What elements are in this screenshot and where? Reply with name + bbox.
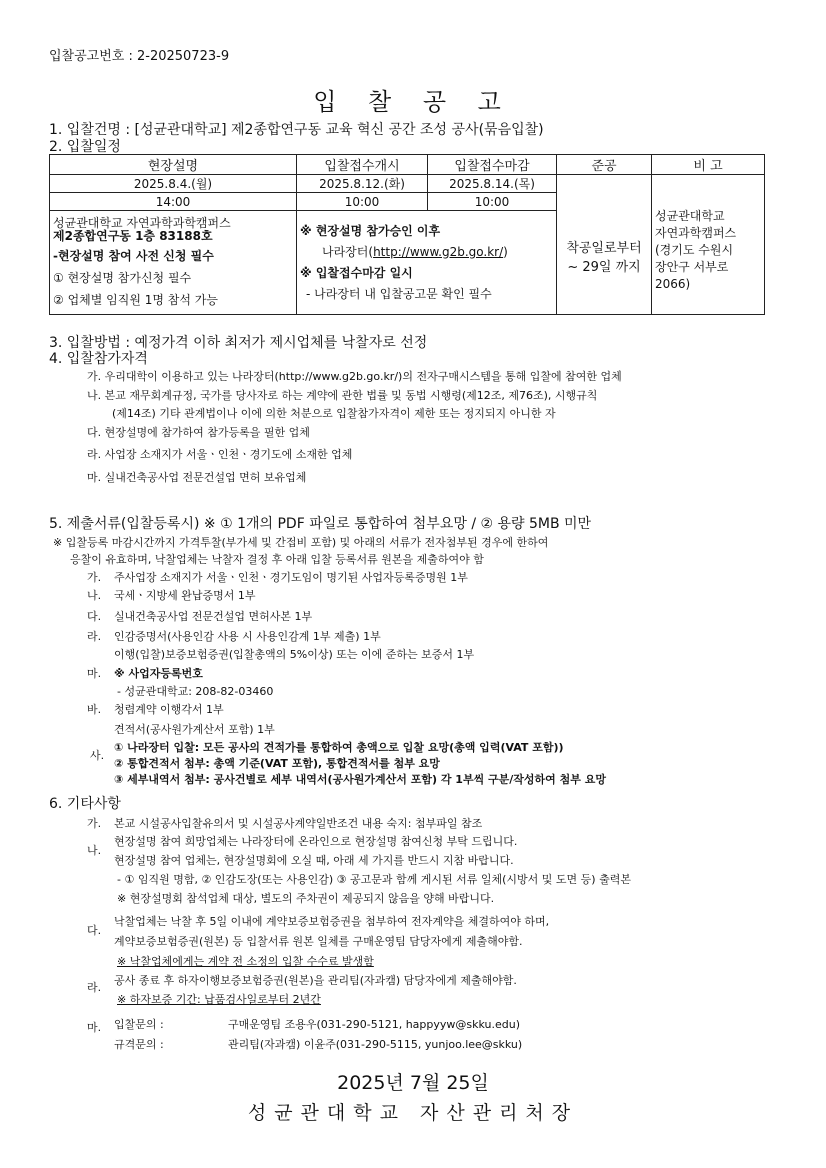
remark-line-3: (경기도 수원시 [655,243,734,257]
spec-contact: 관리팀(자과캠) 이윤주(031-290-5115, yunjoo.lee@skku) [228,1038,523,1051]
s6-item-ra-1: 공사 종료 후 하자이행보증보험증권(원본)을 관리팀(자과캠) 담당자에게 제출해야함. [114,974,517,987]
close-date: 2025.8.14.(목) [428,175,557,193]
s5-item-na: 국세ㆍ지방세 완납증명서 1부 [114,589,256,602]
inquiry-contact: 구매운영팀 조용우(031-290-5121, happyyw@skku.edu) [228,1018,521,1031]
remark-cell [652,175,765,315]
s4-item-na-cont: (제14조) 기타 관계법이나 이에 의한 처분으로 입찰참가자격이 제한 또는 정지되지 아니한 자 [112,407,556,420]
s6-key-ra: 라. [87,981,102,994]
s4-item-na: 나. 본교 재무회계규정, 국가를 당사자로 하는 계약에 관한 법률 및 동법 시행령(제12조, 제76조), 시행규칙 [87,389,598,402]
s5-item-da: 실내건축공사업 전문건설업 면허사본 1부 [114,610,313,623]
s5-key-sa: 사. [90,749,105,762]
remark-line-5: 2066) [655,277,691,291]
schedule-table [49,154,765,315]
s6-item-na-1: 현장설명 참여 희망업체는 나라장터에 온라인으로 현장설명 참여신청 부탁 드립니다. [114,835,518,848]
site-line-2: 제2종합연구동 1층 83188호 [53,229,213,243]
s5-item-ma: ※ 사업자등록번호 [114,667,203,680]
s5-item-ga: 주사업장 소재지가 서울ㆍ인천ㆍ경기도임이 명기된 사업자등록증명원 1부 [114,571,468,584]
col-header-site: 현장설명 [50,155,297,175]
s5-key-ra: 라. [87,630,102,643]
site-line-3: -현장설명 참여 사전 신청 필수 [53,249,214,263]
s5-item-sa-1: 견적서(공사원가계산서 포함) 1부 [114,723,275,736]
s4-item-ga: 가. 우리대학이 이용하고 있는 나라장터(http://www.g2b.go.kr/)의 전자구매시스템을 통해 입찰에 참여한 업체 [87,370,622,383]
s4-item-ra: 라. 사업장 소재지가 서울ㆍ인천ㆍ경기도에 소재한 업체 [87,448,353,461]
s6-item-da-2: 계약보증보험증권(원본) 등 입찰서류 원본 일체를 구매운영팀 담당자에게 제출해야함. [114,935,523,948]
col-header-remark: 비 고 [652,155,765,175]
section-2-heading: 2. 입찰일정 [49,139,121,155]
section-3-text-b: 를 낙찰자로 선정 [323,335,428,351]
s6-key-ga: 가. [87,817,102,830]
remark-line-1: 성균관대학교 [655,209,725,223]
s6-key-da: 다. [87,924,102,937]
mid-line-2-suffix: ) [503,244,508,259]
completion-line-2: ~ 29일 까지 [567,259,641,275]
submission-notes-cell [297,211,557,315]
s6-item-na-3: - ① 임직원 명함, ② 인감도장(또는 사용인감) ③ 공고문과 함께 게시된 서류 일체(시방서 및 도면 등) 출력본 [117,873,631,886]
s6-item-na-2: 현장설명 참여 업체는, 현장설명회에 오실 때, 아래 세 가지를 반드시 지참 바랍니다. [114,854,514,867]
mid-line-3: ※ 입찰접수마감 일시 [300,265,413,280]
s6-key-ma: 마. [87,1021,102,1034]
inquiry-label: 입찰문의 : [114,1018,164,1031]
s5-note-2: 응찰이 유효하며, 낙찰업체는 낙찰자 결정 후 아래 입찰 등록서류 원본을 제출하여야 함 [70,553,484,566]
notice-date: 2025년 7월 25일 [337,1072,489,1094]
remark-line-2: 자연과학캠퍼스 [655,226,737,240]
open-date: 2025.8.12.(화) [297,175,428,193]
remark-line-4: 장안구 서부로 [655,260,729,274]
s5-item-ra: 인감증명서(사용인감 사용 시 사용인감계 1부 제출) 1부 [114,630,381,643]
s5-item-ba: 청렴계약 이행각서 1부 [114,703,224,716]
s6-item-ga: 본교 시설공사입찰유의서 및 시설공사계약일반조건 내용 숙지: 첨부파일 참조 [114,817,483,830]
site-line-5: ② 업체별 임직원 1명 참석 가능 [53,293,218,307]
s6-item-da-1: 낙찰업체는 낙찰 후 5일 이내에 계약보증보험증권을 첨부하여 전자계약을 체결하여야 하며, [114,915,550,928]
s5-item-ma-2: - 성균관대학교: 208-82-03460 [117,685,274,698]
completion-line-1: 착공일로부터 [566,240,642,256]
s4-item-ma: 마. 실내건축공사업 전문건설업 면허 보유업체 [87,471,307,484]
site-line-4: ① 현장설명 참가신청 필수 [53,271,192,285]
issuer: 성균관대학교 자산관리처장 [247,1102,579,1124]
mid-line-4: - 나라장터 내 입찰공고문 확인 필수 [306,286,492,301]
section-6-heading: 6. 기타사항 [49,796,121,812]
s4-item-da: 다. 현장설명에 참가하여 참가등록을 필한 업체 [87,426,310,439]
s5-item-sa-3: ② 통합견적서 첨부: 총액 기준(VAT 포함), 통합견적서를 첨부 요망 [114,757,440,770]
notice-number: 입찰공고번호 : 2-20250723-9 [49,49,230,64]
site-details-cell [50,211,297,315]
section-3-text-a: 3. 입찰방법 : 예정가격 이하 최저가 제시업체 [49,335,324,351]
mid-line-1: ※ 현장설명 참가승인 이후 [300,223,441,238]
completion-cell [557,175,652,315]
site-date: 2025.8.4.(월) [50,175,297,193]
s5-item-sa-2: ① 나라장터 입찰: 모든 공사의 견적가를 통합하여 총액으로 입찰 요망(총액 입력(VAT 포함)) [114,741,564,754]
close-time: 10:00 [428,193,557,211]
s6-key-na: 나. [87,844,102,857]
s5-key-ma: 마. [87,667,102,680]
col-header-completion: 준공 [557,155,652,175]
s6-item-da-3: ※ 낙찰업체에게는 계약 전 소정의 입찰 수수료 발생함 [117,955,374,968]
spec-label: 규격문의 : [114,1038,164,1051]
mid-line-2 [300,242,553,263]
s5-note-1: ※ 입찰등록 마감시간까지 가격투찰(부가세 및 간접비 포함) 및 아래의 서류가 전자첨부된 경우에 한하여 [53,536,549,549]
s5-key-na: 나. [87,589,102,602]
s5-key-da: 다. [87,610,102,623]
col-header-open: 입찰접수개시 [297,155,428,175]
section-4-heading: 4. 입찰참가자격 [49,351,148,367]
site-time: 14:00 [50,193,297,211]
page-title: 입 찰 공 고 [313,88,513,116]
s5-key-ga: 가. [87,571,102,584]
s5-item-ra-2: 이행(입찰)보증보험증권(입찰총액의 5%이상) 또는 이에 준하는 보증서 1부 [114,648,475,661]
section-5-heading: 5. 제출서류(입찰등록시) ※ ① 1개의 PDF 파일로 통합하여 첨부요망 / ② 용량 5MB 미만 [49,516,592,532]
s6-item-ra-2: ※ 하자보증 기간: 납품검사일로부터 2년간 [117,993,321,1006]
open-time: 10:00 [297,193,428,211]
site-line-1: 성균관대학교 자연과학과학캠퍼스 [53,216,231,230]
section-1-bid-name: 1. 입찰건명 : [성균관대학교] 제2종합연구동 교육 혁신 공간 조성 공사(묶음입찰) [49,122,544,138]
col-header-close: 입찰접수마감 [428,155,557,175]
g2b-link[interactable]: http://www.g2b.go.kr/ [373,244,504,259]
s5-item-sa-4: ③ 세부내역서 첨부: 공사건별로 세부 내역서(공사원가계산서 포함) 각 1부씩 구분/작성하여 첨부 요망 [114,773,606,786]
s5-key-ba: 바. [87,703,102,716]
s6-item-na-4: ※ 현장설명회 참석업체 대상, 별도의 주차권이 제공되지 않음을 양해 바랍니다. [117,892,495,905]
mid-line-2-prefix: 나라장터( [322,244,374,259]
